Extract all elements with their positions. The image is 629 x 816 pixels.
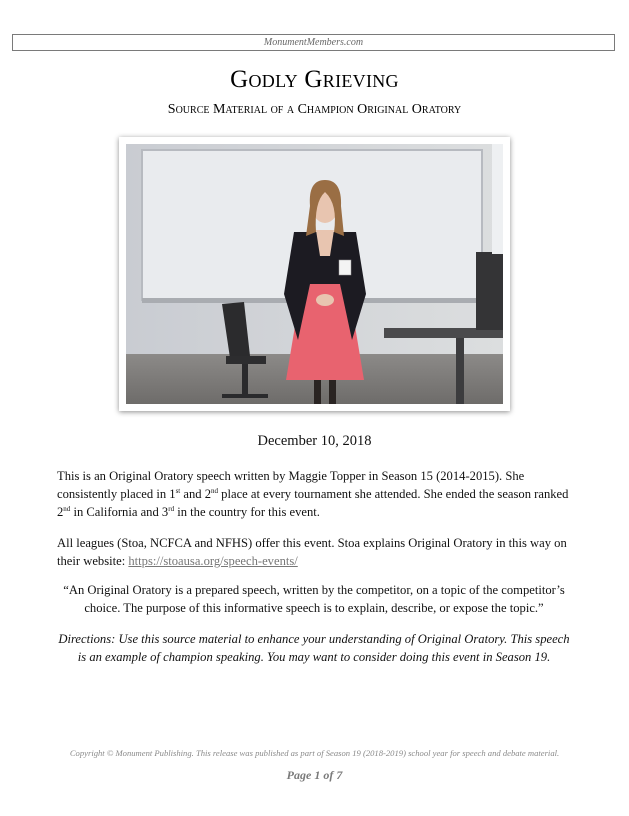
speaker-photo: [119, 137, 510, 411]
definition-quote: “An Original Oratory is a prepared speech, written by the competitor, on a topic of the competitor’s choice. The purpose of this informative speech is to explain, describe, or expose the topic.”: [63, 583, 565, 615]
document-title: Godly Grieving: [230, 66, 399, 93]
directions-note: Directions: Use this source material to enhance your understanding of Original Oratory. This speech is an example of champion speaking. You may want to consider doing this event in Season 19.: [58, 632, 570, 664]
copyright-notice: Copyright © Monument Publishing. This release was published as part of Season 19 (2018-2019) school year for speech and debate material.: [69, 748, 560, 758]
site-header: MonumentMembers.com: [12, 34, 615, 51]
intro-paragraph: This is an Original Oratory speech written by Maggie Topper in Season 15 (2014-2015). She consistently placed in 1st and 2nd place at every tournament she attended. She ended the season ranked 2nd in California and 3rd in the country for this event.: [57, 469, 569, 519]
document-date: December 10, 2018: [257, 433, 372, 449]
stoa-link[interactable]: https://stoausa.org/speech-events/: [128, 554, 298, 568]
page-number: Page 1 of 7: [286, 768, 343, 782]
document-subtitle: Source Material of a Champion Original Oratory: [167, 102, 462, 117]
leagues-paragraph: All leagues (Stoa, NCFCA and NFHS) offer this event. Stoa explains Original Oratory in this way on their website: https://stoausa.org/speech-events/: [57, 536, 567, 568]
